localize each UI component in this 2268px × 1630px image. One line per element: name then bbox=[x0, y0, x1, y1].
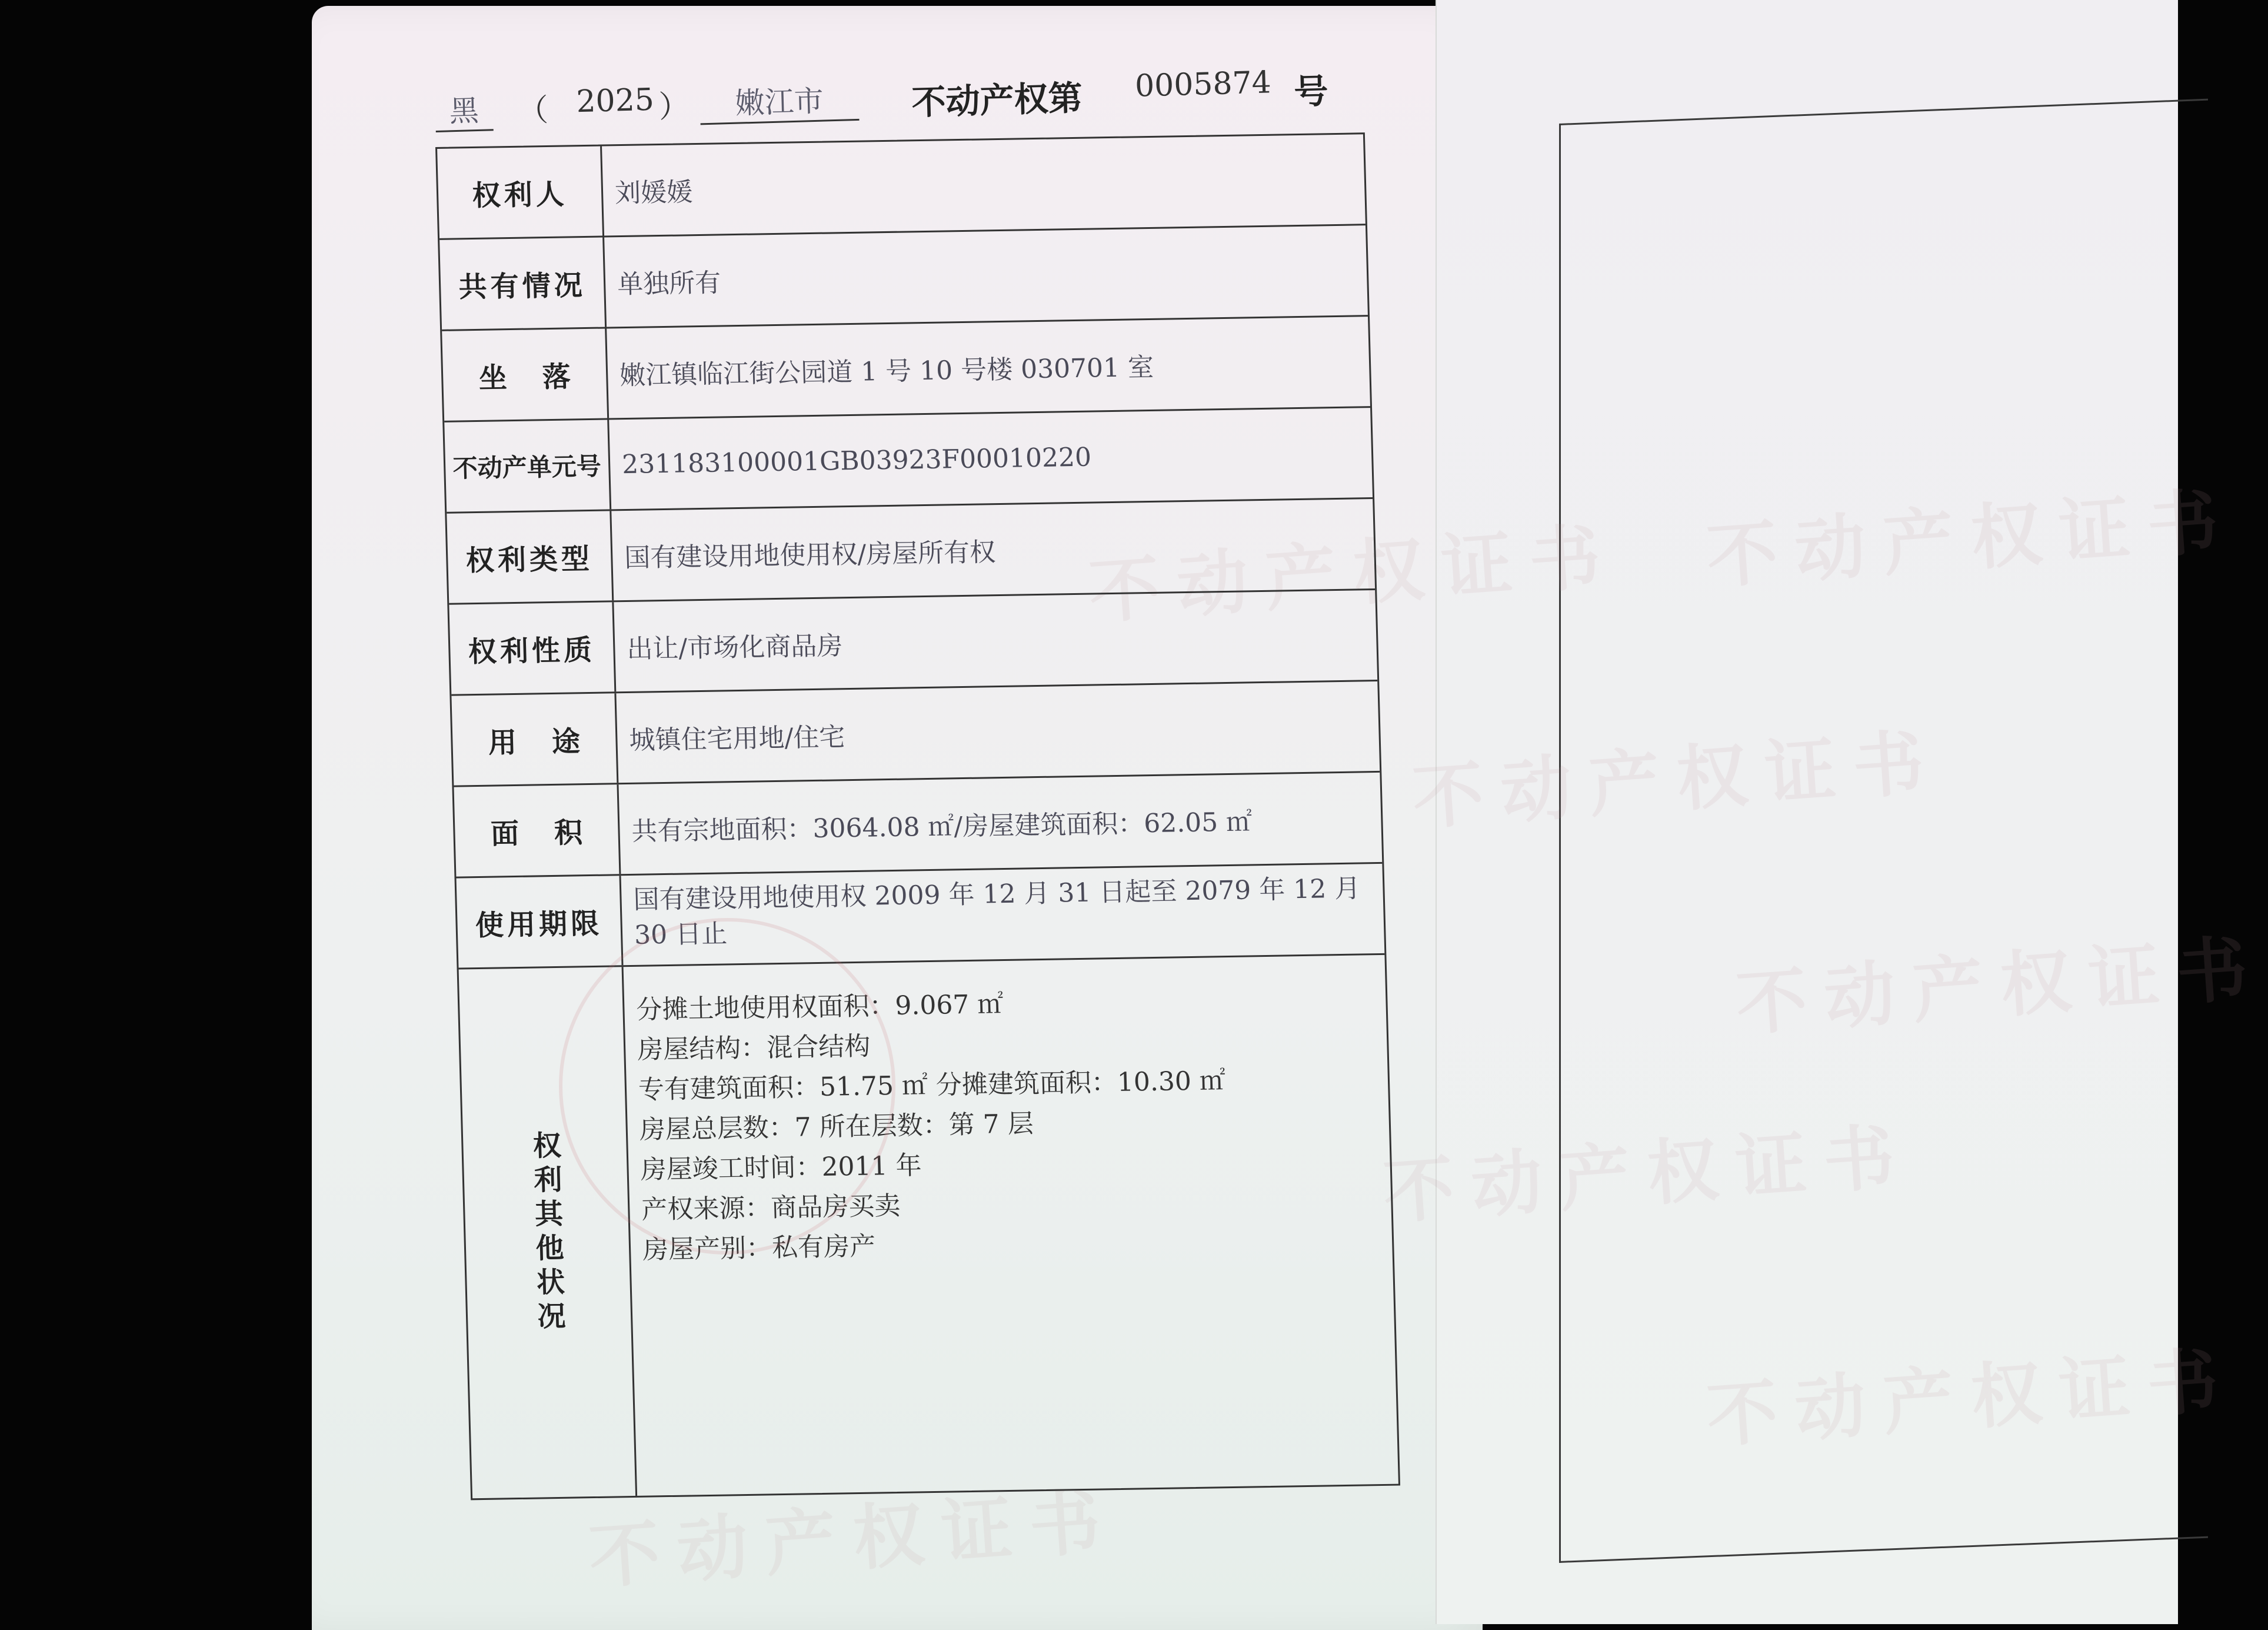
detail-line: 产权来源：商品房买卖 bbox=[641, 1190, 901, 1225]
row-label: 不动产单元号 bbox=[444, 420, 611, 511]
watermark: 不动产权证书 bbox=[1380, 1114, 1915, 1235]
row-value: 231183100001GB03923F00010220 bbox=[621, 442, 1092, 480]
property-info-table bbox=[435, 132, 1400, 1500]
row-value: 刘媛媛 bbox=[614, 177, 693, 209]
row-label: 坐落 bbox=[442, 328, 609, 420]
detail-line: 专有建筑面积：51.75 ㎡ 分摊建筑面积：10.30 ㎡ bbox=[638, 1066, 1226, 1105]
table-row bbox=[454, 773, 1382, 879]
table-row bbox=[444, 408, 1373, 514]
certificate-number: 0005874 bbox=[1134, 65, 1272, 104]
row-label: 共有情况 bbox=[439, 238, 607, 330]
watermark: 不动产权证书 bbox=[1086, 514, 1621, 634]
detail-line: 房屋总层数：7 所在层数：第 7 层 bbox=[639, 1109, 1034, 1145]
number-suffix: 号 bbox=[1293, 71, 1329, 112]
table-row bbox=[449, 590, 1377, 696]
table-row bbox=[437, 134, 1366, 240]
row-value: 单独所有 bbox=[617, 268, 721, 300]
row-label: 权利性质 bbox=[449, 602, 616, 694]
watermark: 不动产权证书 bbox=[1410, 720, 1944, 840]
row-value: 城镇住宅用地/住宅 bbox=[628, 722, 845, 756]
year-field: 2025 bbox=[575, 82, 655, 120]
paren-close: ） bbox=[658, 88, 690, 125]
row-label: 用途 bbox=[451, 693, 618, 785]
table-row bbox=[439, 225, 1368, 331]
table-row bbox=[447, 499, 1375, 605]
watermark: 不动产权证书 bbox=[1733, 926, 2268, 1046]
paren-open: （ bbox=[517, 92, 549, 129]
detail-line: 房屋产别：私有房产 bbox=[642, 1231, 876, 1265]
watermark: 不动产权证书 bbox=[1704, 478, 2239, 599]
table-row bbox=[451, 681, 1380, 787]
row-label: 权利人 bbox=[437, 147, 604, 238]
certificate-title: 不动产权第 bbox=[911, 78, 1083, 123]
row-value: 共有宗地面积：3064.08 ㎡/房屋建筑面积：62.05 ㎡ bbox=[631, 807, 1253, 847]
city-field: 嫩江市 bbox=[700, 76, 860, 125]
row-label: 权利类型 bbox=[447, 511, 614, 603]
row-value: 国有建设用地使用权 2009 年 12 月 31 日起至 2079 年 12 月 30 日止 bbox=[632, 873, 1361, 950]
watermark: 不动产权证书 bbox=[1704, 1338, 2239, 1458]
detail-line: 分摊土地使用权面积：9.067 ㎡ bbox=[635, 989, 1004, 1025]
row-label: 使用期限 bbox=[457, 876, 624, 967]
row-value: 国有建设用地使用权/房屋所有权 bbox=[624, 537, 996, 574]
table-row bbox=[442, 317, 1370, 423]
row-label: 面积 bbox=[454, 784, 621, 876]
row-value: 出让/市场化商品房 bbox=[626, 631, 843, 664]
watermark: 不动产权证书 bbox=[586, 1479, 1121, 1599]
detail-line: 房屋竣工时间：2011 年 bbox=[640, 1150, 922, 1185]
other-status-label-text: 权利其他状况 bbox=[527, 1130, 566, 1336]
faint-seal-mark bbox=[559, 918, 895, 1255]
row-value: 嫩江镇临江街公园道 1 号 10 号楼 030701 室 bbox=[619, 352, 1154, 391]
province-field: 黑 bbox=[435, 87, 494, 132]
detail-line: 房屋结构：混合结构 bbox=[637, 1031, 871, 1065]
table-row bbox=[457, 864, 1385, 970]
